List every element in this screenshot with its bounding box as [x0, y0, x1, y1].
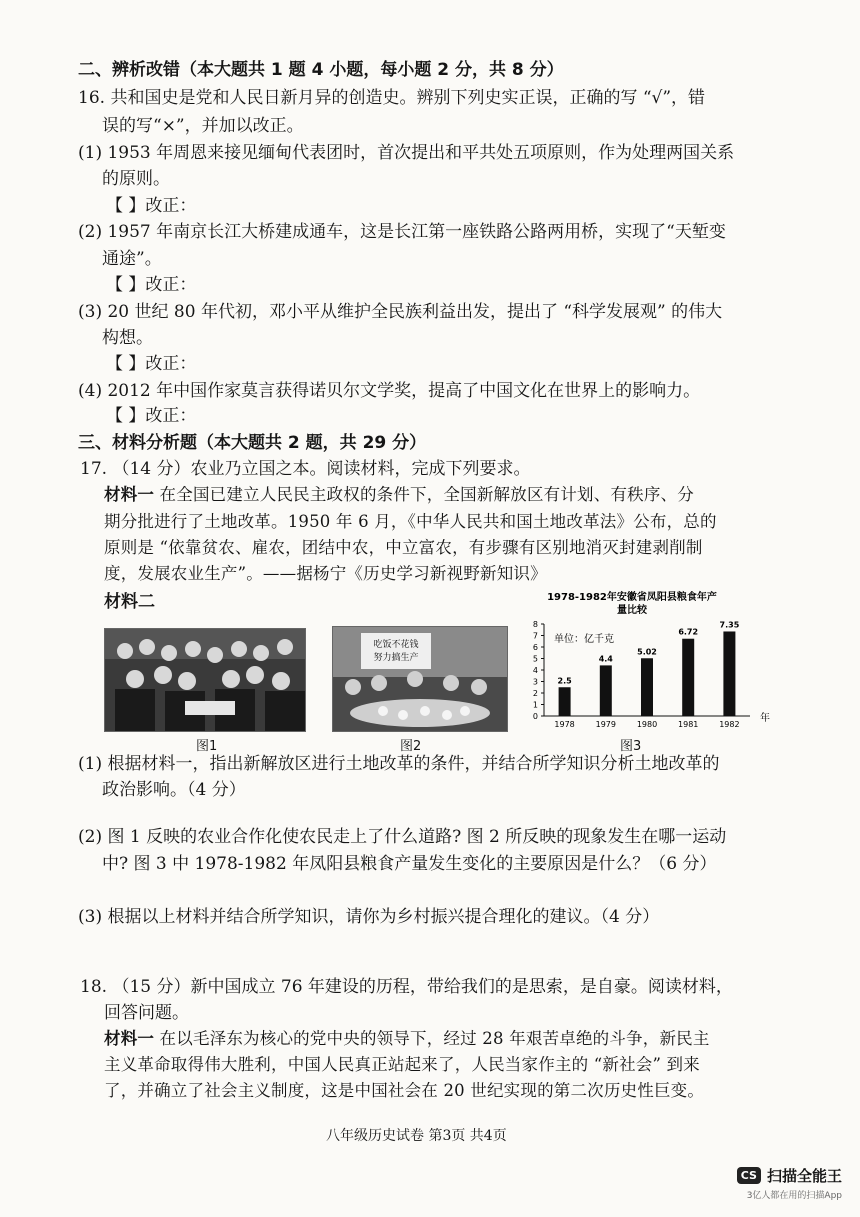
q17-material1-text1: 在全国已建立人民民主政权的条件下，全国新解放区有计划、有秩序、分 [154, 485, 694, 504]
chart-x-axis-label: 年 [760, 713, 770, 724]
q18-line2: 回答问题。 [104, 1003, 189, 1023]
bar-1978 [559, 687, 571, 716]
q17-2-line2: 中? 图 3 中 1978-1982 年凤阳县粮食产量发生变化的主要原因是什么？（6 分） [102, 854, 717, 874]
q16-item1-fix: 【 】改正： [106, 196, 197, 216]
x-tick-label-1978: 1978 [554, 720, 575, 729]
bar-1979 [600, 665, 612, 716]
chart-title-line1: 1978-1982年安徽省凤阳县粮食年产 [547, 592, 717, 603]
q18-material1-line2: 主义革命取得伟大胜利，中国人民真正站起来了，人民当家作主的 “新社会” 到来 [104, 1055, 700, 1074]
poster-text-1: 吃饭不花钱 [373, 640, 419, 650]
q17-intro: 17. （14 分）农业乃立国之本。阅读材料，完成下列要求。 [80, 459, 531, 479]
figure2-dining-image [333, 627, 507, 731]
scanner-app-icon: CS [737, 1167, 761, 1184]
y-tick-label: 6 [532, 643, 538, 652]
q17-3: (3) 根据以上材料并结合所学知识，请你为乡村振兴提合理化的建议。（4 分） [78, 907, 660, 927]
y-tick-label: 2 [532, 689, 538, 698]
q16-item3-line2: 构想。 [102, 328, 153, 348]
q17-material1-line1 [104, 483, 694, 507]
bar-value-label-1980: 5.02 [637, 647, 657, 657]
q17-material2-label: 材料二 [104, 592, 155, 612]
y-tick-label: 8 [532, 620, 538, 629]
q17-material1-line3: 原则是 “依靠贫农、雇农，团结中农，中立富农，有步骤有区别地消灭封建剥削制 [104, 538, 703, 557]
bar-value-label-1982: 7.35 [719, 620, 740, 630]
q18-material1-line1 [104, 1027, 710, 1051]
figure3-bar-chart [514, 590, 776, 734]
figure2-caption: 图2 [400, 739, 422, 754]
figure3-caption: 图3 [620, 739, 642, 754]
x-tick-label-1981: 1981 [678, 720, 699, 729]
q17-material1-line2: 期分批进行了土地改革。1950 年 6 月，《中华人民共和国土地改革法》公布，总的 [104, 512, 717, 531]
q16-line2: 误的写“×”，并加以改正。 [102, 116, 304, 136]
q16-item4-fix: 【 】改正： [106, 406, 197, 426]
q16-line1: 16. 共和国史是党和人民日新月异的创造史。辨别下列史实正误，正确的写 “√”，错 [78, 88, 706, 108]
bar-1982 [723, 631, 735, 716]
q17-material1-line4: 度，发展农业生产”。——据杨宁《历史学习新视野新知识》 [104, 564, 547, 583]
q18-material1-text1: 在以毛泽东为核心的党中央的领导下，经过 28 年艰苦卓绝的斗争，新民主 [154, 1029, 710, 1048]
q16-item1-line1: (1) 1953 年周恩来接见缅甸代表团时，首次提出和平共处五项原则，作为处理两国关系 [78, 143, 735, 163]
y-tick-label: 7 [532, 631, 538, 641]
bar-value-label-1981: 6.72 [678, 627, 699, 637]
q16-item1-line2: 的原则。 [102, 169, 170, 189]
y-tick-label: 3 [532, 677, 538, 687]
figure1-caption: 图1 [196, 739, 218, 754]
chart-title-line2: 量比较 [617, 605, 647, 616]
q16-item2-line1: (2) 1957 年南京长江大桥建成通车，这是长江第一座铁路公路两用桥，实现了“天堑变 [78, 222, 726, 242]
bar-value-label-1979: 4.4 [598, 654, 613, 664]
section3-heading: 三、材料分析题（本大题共 2 题，共 29 分） [78, 433, 427, 453]
section2-heading: 二、辨析改错（本大题共 1 题 4 小题，每小题 2 分，共 8 分） [78, 60, 564, 80]
scanner-watermark [737, 1165, 842, 1201]
chart-x-axis [544, 716, 750, 729]
q18-material1-label: 材料一 [104, 1029, 155, 1048]
figure1-photo [104, 628, 306, 732]
y-tick-label: 1 [532, 700, 538, 710]
bar-1981 [682, 639, 694, 716]
q16-item2-fix: 【 】改正： [106, 275, 197, 295]
y-tick-label: 4 [532, 666, 538, 675]
y-tick-label: 0 [532, 712, 538, 721]
chart-y-axis [533, 620, 544, 721]
y-tick-label: 5 [532, 654, 538, 664]
page-footer: 八年级历史试卷 第3页 共4页 [326, 1128, 507, 1144]
q16-item3-fix: 【 】改正： [106, 354, 197, 374]
x-tick-label-1982: 1982 [719, 720, 740, 729]
poster-text-2: 努力搞生产 [373, 653, 419, 663]
figure1-crowd-image [105, 629, 305, 731]
bar-1980 [641, 658, 653, 716]
q18-line1: 18. （15 分）新中国成立 76 年建设的历程，带给我们的是思索，是自豪。阅读材料， [80, 977, 733, 997]
bar-value-label-1978: 2.5 [557, 676, 572, 686]
chart-unit-label: 单位：亿千克 [554, 634, 614, 645]
q17-1-line1: (1) 根据材料一，指出新解放区进行土地改革的条件，并结合所学知识分析土地改革的 [78, 754, 720, 774]
q18-material1-line3: 了，并确立了社会主义制度，这是中国社会在 20 世纪实现的第二次历史性巨变。 [104, 1081, 705, 1100]
q16-item2-line2: 通途”。 [102, 249, 162, 269]
scanner-brand: 扫描全能王 [766, 1167, 842, 1185]
q16-item3-line1: (3) 20 世纪 80 年代初，邓小平从维护全民族利益出发，提出了 “科学发展观” 的伟大 [78, 302, 723, 322]
scanner-tagline: 3亿人都在用的扫描App [746, 1191, 842, 1201]
q17-material1-label: 材料一 [104, 485, 155, 504]
q16-item4-line1: (4) 2012 年中国作家莫言获得诺贝尔文学奖，提高了中国文化在世界上的影响力。 [78, 381, 701, 401]
q17-1-line2: 政治影响。（4 分） [102, 780, 246, 800]
q17-2-line1: (2) 图 1 反映的农业合作化使农民走上了什么道路? 图 2 所反映的现象发生在哪一运动 [78, 827, 727, 847]
x-tick-label-1980: 1980 [636, 720, 658, 729]
x-tick-label-1979: 1979 [595, 720, 616, 729]
figure2-photo [332, 626, 508, 732]
